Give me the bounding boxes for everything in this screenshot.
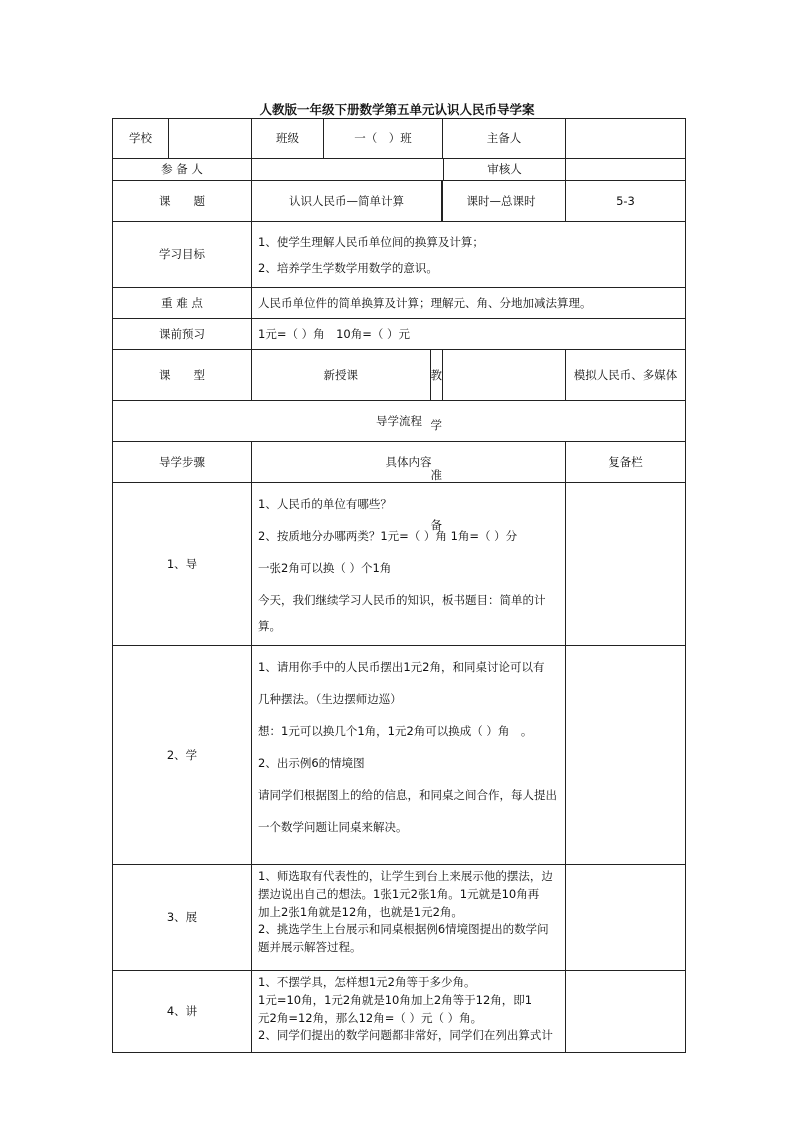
step-notes: [566, 971, 686, 1053]
reviewer-value: [566, 159, 686, 181]
document-title: 人教版一年级下册数学第五单元认识人民币导学案: [259, 102, 535, 117]
class-value: 一（ ）班: [324, 119, 443, 159]
step-line: 元2角=12角，那么12角=（ ）元（ ）角。: [258, 1010, 483, 1025]
topic-value: 认识人民币—简单计算: [252, 181, 442, 221]
step-line: 2、按质地分办哪两类？1元=（ ）角 1角=（ ）分: [258, 529, 518, 543]
step-line: 2、出示例6的情境图: [258, 756, 365, 770]
flow-header: 导学流程: [113, 401, 686, 442]
lesson-plan-table: [112, 118, 686, 1053]
column-step: 导学步骤: [113, 442, 252, 483]
step-line: 1、人民币的单位有哪些？: [258, 497, 392, 511]
preview-value: 1元=（ ）角 10角=（ ）元: [252, 319, 686, 350]
step-name: 1、导: [113, 483, 252, 646]
info-row-3: [113, 181, 686, 222]
goals-label: 学习目标: [113, 222, 252, 288]
step-line: 1元=10角，1元2角就是10角加上2角等于12角，即1: [258, 992, 533, 1007]
reviewer-label: 审核人: [487, 162, 522, 176]
difficulty-label: 重 难 点: [113, 288, 252, 319]
lead-preparer-value: [566, 119, 686, 159]
step-line: 一个数学问题让同桌来解决。: [258, 820, 408, 834]
step-line: 2、同学们提出的数学问题都非常好，同学们在列出算式计: [258, 1028, 553, 1043]
period-value: 5-3: [566, 181, 686, 222]
step-name: 4、讲: [113, 971, 252, 1053]
step-notes: [566, 483, 686, 646]
school-label: 学校: [113, 119, 169, 159]
goals-row: [113, 222, 686, 288]
column-content: 具体内容: [252, 442, 566, 483]
step-row: [113, 646, 686, 865]
preview-row: [113, 319, 686, 350]
step-line: 摆边说出自己的想法。1张1元2张1角。1元就是10角再: [258, 886, 540, 901]
period-label: 课时—总课时: [466, 193, 536, 208]
column-notes: 复备栏: [566, 442, 686, 483]
prep-value: 模拟人民币、多媒体: [566, 350, 686, 401]
preview-label: 课前预习: [113, 319, 252, 350]
step-row: [113, 865, 686, 971]
step-notes: [566, 646, 686, 865]
lesson-type-label: 课 型: [113, 350, 252, 401]
step-line: 1、不摆学具，怎样想1元2角等于多少角。: [258, 975, 476, 989]
step-line: 一张2角可以换（ ）个1角: [258, 561, 392, 575]
info-row-1: [113, 119, 686, 159]
step-line: 2、挑选学生上台展示和同桌根据例6情境图提出的数学问: [258, 922, 549, 937]
step-name: 3、展: [113, 865, 252, 971]
step-row: [113, 483, 686, 646]
step-line: 今天，我们继续学习人民币的知识，板书题目：简单的计算。: [258, 593, 546, 633]
lesson-type-row: [113, 350, 686, 401]
step-notes: [566, 865, 686, 971]
prep-label: 教学准备: [430, 368, 442, 532]
school-value: [169, 119, 252, 159]
lead-preparer-label: 主备人: [443, 119, 566, 159]
participants-value: [252, 159, 444, 180]
column-header-row: [113, 442, 686, 483]
info-row-2: [113, 159, 686, 181]
step-line: 1、请用你手中的人民币摆出1元2角，和同桌讨论可以有: [258, 660, 545, 674]
topic-label: 课 题: [113, 181, 252, 222]
step-line: 想：1元可以换几个1角，1元2角可以换成（ ）角 。: [258, 724, 533, 738]
difficulty-value: 人民币单位件的简单换算及计算；理解元、角、分地加减法算理。: [252, 288, 686, 319]
step-line: 几种摆法。（生边摆师边巡）: [258, 692, 402, 706]
step-line: 加上2张1角就是12角，也就是1元2角。: [258, 904, 463, 919]
difficulty-row: [113, 288, 686, 319]
class-label: 班级: [252, 119, 324, 159]
goal-item: 1、使学生理解人民币单位间的换算及计算；: [258, 235, 484, 249]
lesson-type-value: 新授课: [252, 350, 431, 400]
goal-item: 2、培养学生学数学用数学的意识。: [258, 261, 438, 275]
step-line: 1、师选取有代表性的，让学生到台上来展示他的摆法，边: [258, 869, 553, 883]
step-line: 题并展示解答过程。: [258, 940, 362, 955]
step-row: [113, 971, 686, 1053]
step-name: 2、学: [113, 646, 252, 865]
step-line: 请同学们根据图上的给的信息，和同桌之间合作，每人提出: [258, 788, 557, 802]
flow-header-row: [113, 401, 686, 442]
participants-label: 参 备 人: [113, 159, 252, 181]
